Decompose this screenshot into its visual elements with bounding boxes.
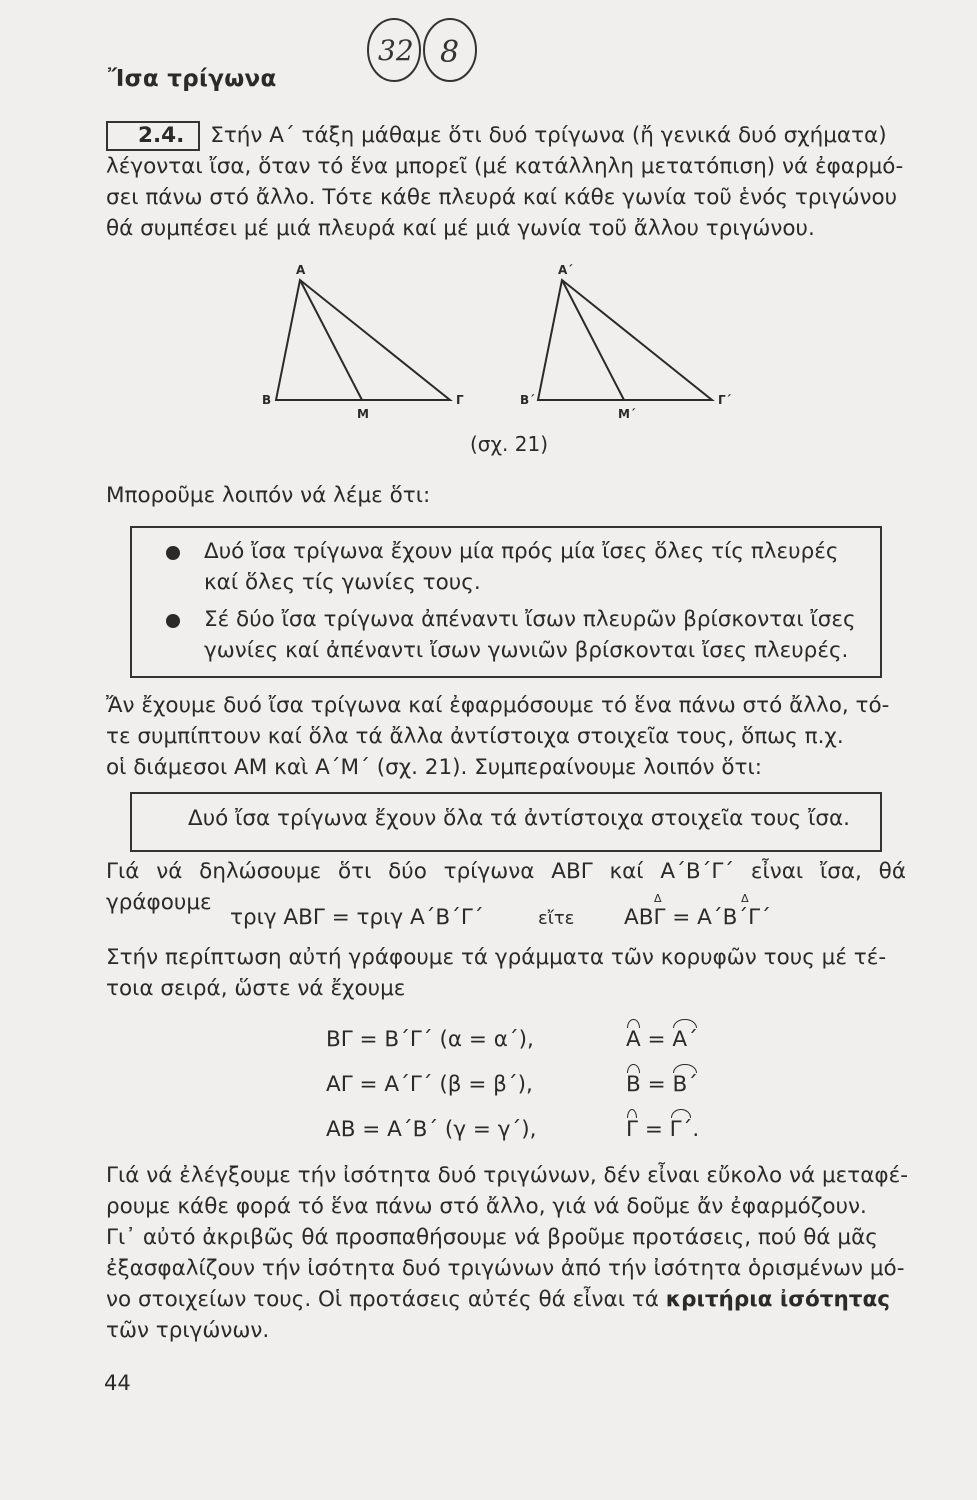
label-g: Γ: [456, 393, 464, 407]
notation-left: τριγ ΑΒΓ = τριγ Α΄Β΄Γ΄: [230, 905, 484, 930]
intro-line: [106, 120, 906, 151]
paragraph-2: Ἄν ἔχουμε δυό ἴσα τρίγωνα καί ἐφαρμόσουμε τό ἕνα πάνω στό ἄλλο, τό- τε συμπίπτουν καί ὅλα τά ἄλλα ἀντίστοιχα στοιχεῖα τους, ὅπως π.χ. οἱ διάμεσοι ΑΜ καὶ Α΄Μ΄ (σχ. 21). Συμπεραίνουμε λοιπόν ὅτι:: [106, 693, 890, 780]
side-equality: ΑΓ = Α΄Γ΄ (β = β΄),: [326, 1072, 533, 1097]
notation-rhs: Δ Α΄Β΄Γ΄: [697, 892, 771, 930]
label-m: Μ: [357, 407, 369, 421]
stamp-number: 32: [378, 34, 414, 67]
intro-line: λέγονται ἴσα, ὅταν τό ἕνα μπορεῖ (μέ κατάλληλη μετατόπιση) νά ἐφαρμό-: [106, 154, 904, 179]
section-number: 2.4.: [106, 121, 200, 151]
intro-line: σει πάνω στό ἄλλο. Τότε κάθε πλευρά καί κάθε γωνία τοῦ ἑνός τριγώνου: [106, 185, 898, 210]
label-a: Α: [296, 263, 306, 277]
label-a-prime: Α΄: [558, 263, 573, 277]
angle-equality: Γ = Γ΄.: [626, 1117, 700, 1142]
conclusion-box: [130, 792, 882, 852]
figure-caption: (σχ. 21): [470, 432, 548, 456]
label-m-prime: Μ΄: [618, 407, 636, 421]
triangle-abg-prime: [538, 280, 712, 400]
lead-in: Μποροῦμε λοιπόν νά λέμε ὅτι:: [106, 483, 431, 508]
figure-triangles: [258, 262, 738, 422]
conclusion-text: Δυό ἴσα τρίγωνα ἔχουν ὅλα τά ἀντίστοιχα στοιχεῖα τους ἴσα.: [188, 806, 851, 831]
notation-lhs: Δ ΑΒΓ: [624, 892, 666, 930]
paragraph-3: Γιά νά δηλώσουμε ὅτι δύο τρίγωνα ΑΒΓ καί Α΄Β΄Γ΄ εἶναι ἴσα, θά γράφουμε: [106, 859, 906, 915]
stamp-letter: 8: [440, 35, 460, 70]
side-equality: ΒΓ = Β΄Γ΄ (α = α΄),: [326, 1027, 534, 1052]
handwritten-page-stamp: [362, 12, 482, 84]
triangle-abg: [276, 280, 450, 400]
side-equality: ΑΒ = Α΄Β΄ (γ = γ΄),: [326, 1117, 537, 1142]
notation-right: Δ ΑΒΓ = Δ Α΄Β΄Γ΄: [624, 892, 771, 930]
label-b-prime: Β΄: [520, 393, 535, 407]
page-number: 44: [104, 1371, 131, 1395]
intro-paragraph: [106, 120, 906, 244]
criteria-term: κριτήρια ἰσότητας: [665, 1287, 891, 1312]
intro-line: θά συμπέσει μέ μιά πλευρά καί μέ μιά γωνία τοῦ ἄλλου τριγώνου.: [106, 216, 815, 241]
paragraph-5: Γιά νά ἐλέγξουμε τήν ἰσότητα δυό τριγώνων, δέν εἶναι εὔκολο νά μεταφέ- ρουμε κάθε φορά τό ἕνα πάνω στό ἄλλο, γιά νά δοῦμε ἄν ἐφαρμόζουν. Γι᾿ αὐτό ἀκριβῶς θά προσπαθήσουμε νά βροῦμε προτάσεις, πού θά μᾶς ἐξασφαλίζουν τήν ἰσότητα δυό τριγώνων ἀπό τήν ἰσότητα ὁρισμένων μό- νο στοιχείων τους. Οἱ προτάσεις αὐτές θά εἶναι τά κριτήρια ἰσότητας τῶν τριγώνων.: [106, 1163, 908, 1343]
label-b: Β: [262, 393, 272, 407]
notation-or: εἴτε: [538, 908, 575, 929]
properties-box: [130, 526, 882, 678]
section-title: Ἴσα τρίγωνα: [108, 66, 277, 92]
delta-mark: Δ: [654, 892, 662, 905]
bullet-icon: [166, 546, 180, 560]
property-item: Δυό ἴσα τρίγωνα ἔχουν μία πρός μία ἴσες ὅλες τίς πλευρές καί ὅλες τίς γωνίες τους.: [204, 539, 839, 595]
paragraph-4: Στήν περίπτωση αὐτή γράφουμε τά γράμματα τῶν κορυφῶν τους μέ τέ- τοια σειρά, ὥστε νά ἔχουμε: [106, 945, 887, 1001]
bullet-icon: [166, 614, 180, 628]
property-item: Σέ δύο ἴσα τρίγωνα ἀπέναντι ἴσων πλευρῶν βρίσκονται ἴσες γωνίες καί ἀπέναντι ἴσων γωνιῶν βρίσκονται ἴσες πλευρές.: [204, 607, 856, 663]
delta-mark: Δ: [741, 892, 749, 905]
label-g-prime: Γ΄: [718, 393, 731, 407]
angle-equality: Β = Β΄: [626, 1072, 698, 1097]
angle-equality: Α = Α΄: [626, 1027, 698, 1052]
intro-line-text: Στήν Α΄ τάξη μάθαμε ὅτι δυό τρίγωνα (ἤ γενικά δυό σχήματα): [210, 123, 887, 148]
